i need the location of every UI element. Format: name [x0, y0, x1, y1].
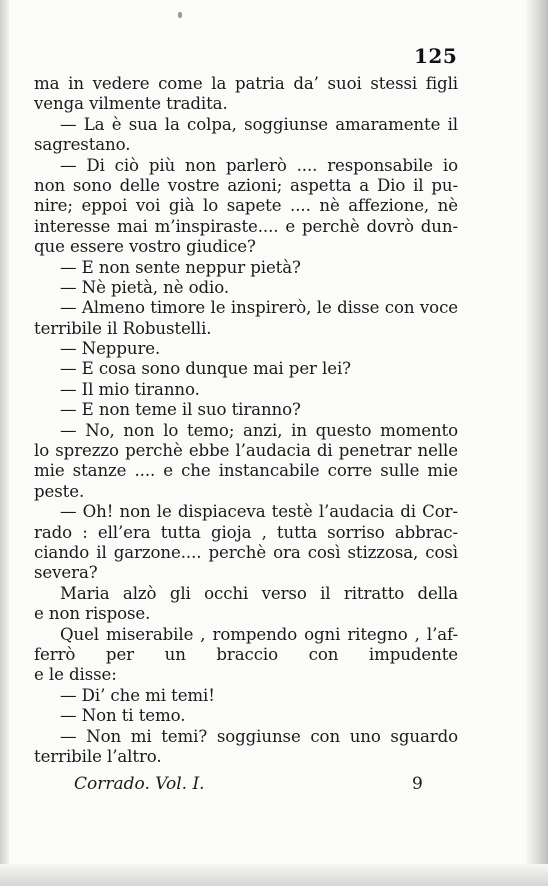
page-footer — [74, 774, 424, 794]
text-line: peste. — [34, 481, 85, 501]
text-line: rado : ell’era tutta gioja , tutta sorriso abbrac- — [34, 522, 458, 542]
text-line: interesse mai m’inspiraste.... e perchè dovrò dun- — [34, 216, 458, 236]
text-line: terribile l’altro. — [34, 746, 162, 766]
text-line: Maria alzò gli occhi verso il ritratto della — [60, 583, 458, 603]
body-text — [34, 74, 458, 767]
text-line: — Neppure. — [60, 339, 161, 359]
text-line: que essere vostro giudice? — [34, 237, 256, 257]
text-line: — Il mio tiranno. — [60, 379, 200, 399]
text-line: — Di’ che mi temi! — [60, 685, 215, 705]
text-line: sagrestano. — [34, 135, 131, 155]
text-line: — Oh! non le dispiaceva testè l’audacia di Cor- — [60, 502, 458, 522]
text-line: — La è sua la colpa, soggiunse amaramente il — [60, 114, 458, 134]
text-line: e non rispose. — [34, 604, 151, 624]
ink-smudge — [178, 12, 182, 18]
page-right-edge — [526, 0, 548, 886]
text-line: — Almeno timore le inspirerò, le disse con voce — [60, 298, 458, 318]
footer-signature: Corrado. Vol. I. — [74, 774, 205, 794]
text-line: mie stanze .... e che instancabile corre sulle mie — [34, 461, 458, 481]
text-line: ferrò per un braccio con impudente — [34, 644, 458, 664]
text-line: lo sprezzo perchè ebbe l’audacia di penetrar nelle — [34, 441, 458, 461]
text-line: — E non teme il suo tiranno? — [60, 400, 301, 420]
text-line: terribile il Robustelli. — [34, 318, 212, 338]
text-line: venga vilmente tradita. — [34, 94, 228, 114]
page-left-edge — [0, 0, 9, 886]
text-line: — E cosa sono dunque mai per lei? — [60, 359, 351, 379]
text-line: non sono delle vostre azioni; aspetta a Dio il pu- — [34, 175, 458, 195]
text-line: — No, non lo temo; anzi, in questo momento — [60, 420, 458, 440]
text-line: Quel miserabile , rompendo ogni ritegno , l’af- — [60, 624, 458, 644]
page-number: 125 — [414, 44, 458, 68]
page-bottom-edge — [0, 864, 548, 886]
footer-sheet-number: 9 — [412, 774, 423, 794]
text-line: — Di ciò più non parlerò .... responsabile io — [60, 155, 458, 175]
text-line: severa? — [34, 563, 98, 583]
text-line: ma in vedere come la patria da’ suoi stessi figli — [34, 74, 458, 93]
text-line: — Non mi temi? soggiunse con uno sguardo — [60, 726, 458, 746]
text-line: — Nè pietà, nè odio. — [60, 277, 230, 297]
text-line: e le disse: — [34, 665, 117, 685]
text-line: — Non ti temo. — [60, 706, 186, 726]
text-line: ciando il garzone.... perchè ora così stizzosa, così — [34, 542, 458, 562]
text-line: nire; eppoi voi già lo sapete .... nè affezione, nè — [34, 196, 458, 216]
text-line: — E non sente neppur pietà? — [60, 257, 301, 277]
